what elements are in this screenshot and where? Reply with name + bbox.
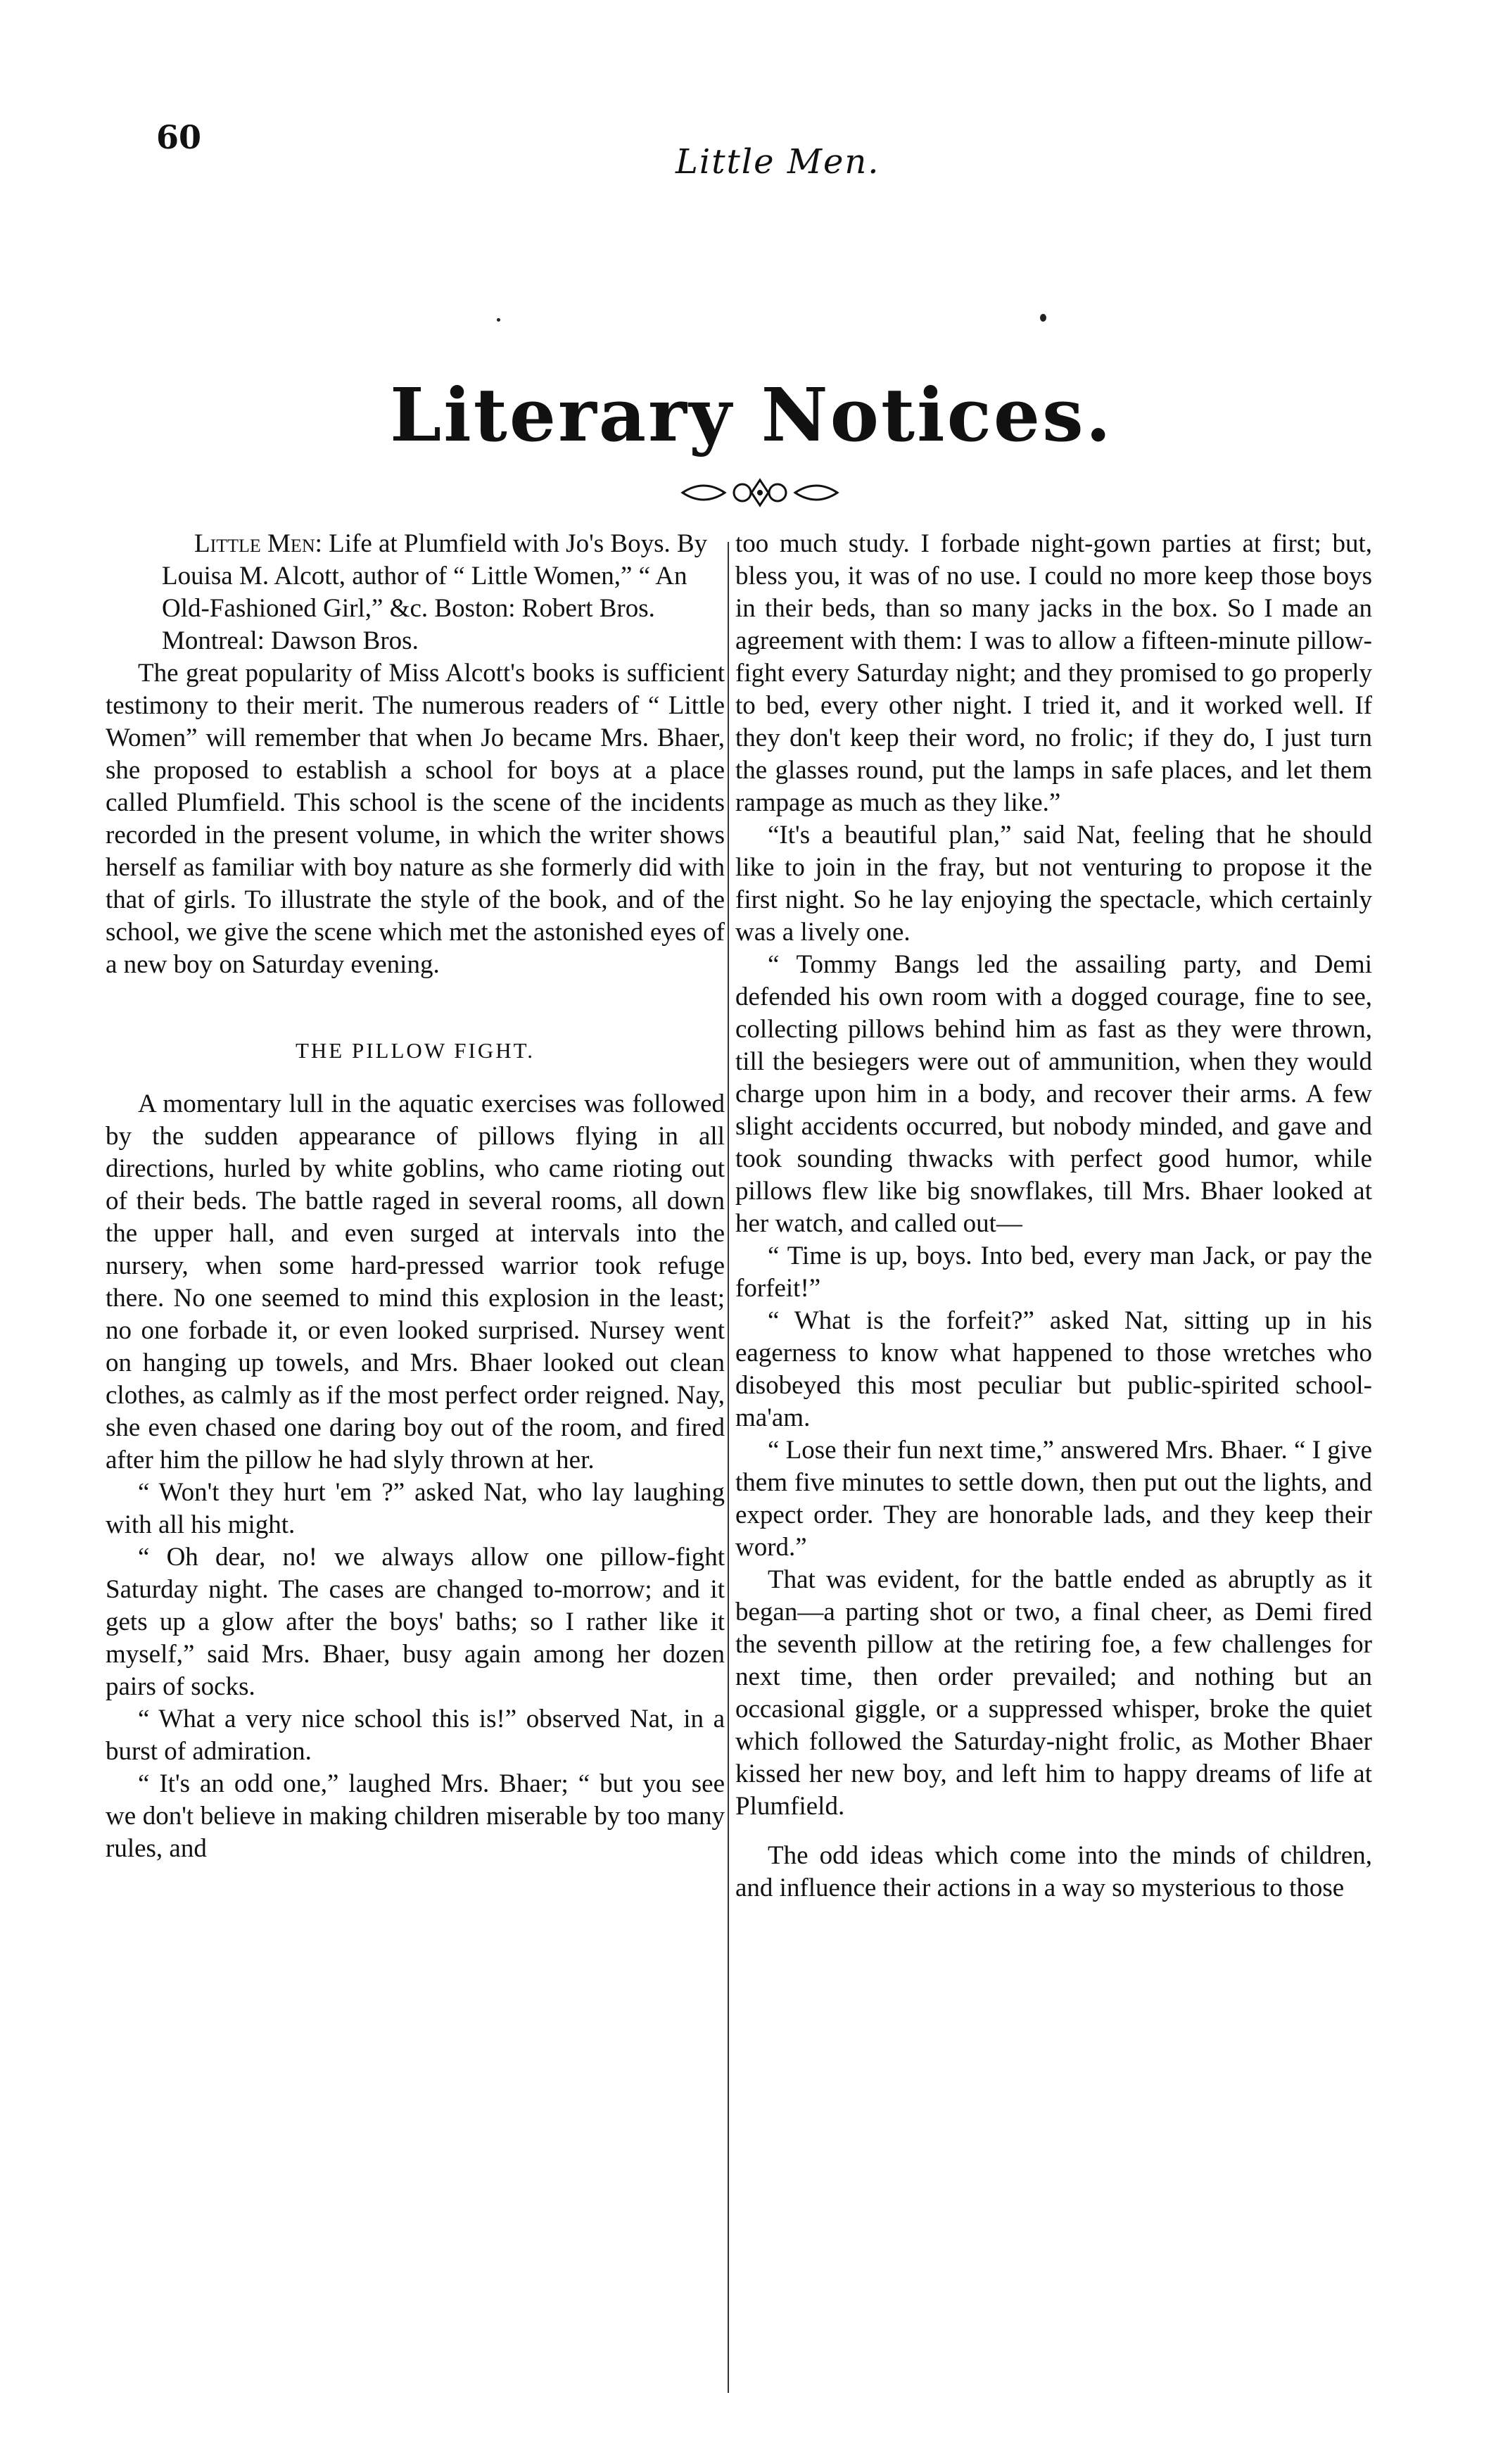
paragraph: “ Won't they hurt 'em ?” asked Nat, who lay laughing with all his might. bbox=[106, 1478, 725, 1539]
subheading: THE PILLOW FIGHT. bbox=[295, 1038, 535, 1063]
section-title: Literary Notices. bbox=[390, 372, 1113, 458]
paragraph: “ What a very nice school this is!” observed Nat, in a burst of admiration. bbox=[106, 1705, 725, 1766]
closing-paragraph: The odd ideas which come into the minds of children, and influence their actions in a way so mysterious to those bbox=[735, 1841, 1372, 1902]
column-divider bbox=[728, 542, 729, 2393]
paragraph: “ What is the forfeit?” asked Nat, sitting up in his eagerness to know what happened to those wretches who disobeyed this most peculiar but public-spirited school-ma'am. bbox=[735, 1306, 1372, 1432]
paragraph: “ Time is up, boys. Into bed, every man Jack, or pay the forfeit!” bbox=[735, 1242, 1372, 1303]
paragraph: too much study. I forbade night-gown parties at first; but, bless you, it was of no use. I could no more keep those boys in their beds, than so many jacks in the box. So I made an agreement with them: I was to allow a fifteen-minute pillow-fight every Saturday night; and they promised to go properly to bed, every other night. I tried it, and it worked well. If they don't keep their word, no frolic; if they do, I just turn the glasses round, put the lamps in safe places, and let them rampage as much as they like.” bbox=[735, 529, 1372, 817]
paragraph: That was evident, for the battle ended as abruptly as it began—a parting shot or two, a final cheer, as Demi fired the seventh pillow at the retiring foe, a few challenges for next time, then order prevailed; and nothing but an occasional giggle, or a suppressed whisper, broke the quiet which followed the Saturday-night frolic, as Mother Bhaer kissed her new boy, and left him to happy dreams of life at Plumfield. bbox=[735, 1565, 1372, 1821]
page-number: 60 bbox=[156, 118, 202, 156]
paragraph: “ Tommy Bangs led the assailing party, and Demi defended his own room with a dogged courage, fine to see, collecting pillows behind him as fast as they were thrown, till the besiegers were out of ammunition, when they would charge upon him in a body, and recover their arms. A few slight accidents occurred, but nobody minded, and gave and took sounding thwacks with perfect good humor, while pillows flew like big snowflakes, till Mrs. Bhaer looked at her watch, and called out— bbox=[735, 950, 1372, 1238]
review-citation bbox=[106, 528, 725, 657]
running-title: Little Men. bbox=[676, 142, 880, 182]
citation-text: : Life at Plumfield with Jo's Boys. By Louisa M. Alcott, author of “ Little Women,” “ An Old-Fashioned Girl,” &c. Boston: Robert Bros. Montreal: Dawson Bros. bbox=[162, 529, 708, 655]
book-title: Little Men bbox=[194, 529, 315, 558]
paragraph: “ It's an odd one,” laughed Mrs. Bhaer; “ but you see we don't believe in making children miserable by too many rules, and bbox=[106, 1769, 725, 1863]
print-speck bbox=[497, 318, 500, 322]
print-speck bbox=[1040, 314, 1046, 322]
paragraph: A momentary lull in the aquatic exercises was followed by the sudden appearance of pillows flying in all directions, hurled by white goblins, who came rioting out of their beds. The battle raged in several rooms, all down the upper hall, and even surged at intervals into the nursery, when some hard-pressed warrior took refuge there. No one seemed to mind this explosion in the least; no one forbade it, or even looked surprised. Nursey went on hanging up towels, and Mrs. Bhaer looked out clean clothes, as calmly as if the most perfect order reigned. Nay, she even chased one daring boy out of the room, and fired after him the pillow he had slyly thrown at her. bbox=[106, 1089, 725, 1474]
paragraph: “ Lose their fun next time,” answered Mrs. Bhaer. “ I give them five minutes to settle down, then put out the lights, and expect order. They are honorable lads, and they keep their word.” bbox=[735, 1436, 1372, 1562]
paragraph: “It's a beautiful plan,” said Nat, feeling that he should like to join in the fray, but not venturing to propose it the first night. So he lay enjoying the spectacle, which certainly was a lively one. bbox=[735, 821, 1372, 947]
fleuron-ornament-icon bbox=[676, 472, 844, 514]
left-column bbox=[106, 528, 725, 1865]
right-column bbox=[735, 528, 1372, 1904]
intro-paragraph: The great popularity of Miss Alcott's books is sufficient testimony to their merit. The numerous readers of “ Little Women” will remember that when Jo became Mrs. Bhaer, she proposed to establish a school for boys at a place called Plumfield. This school is the scene of the incidents recorded in the present volume, in which the writer shows herself as familiar with boy nature as she formerly did with that of girls. To illustrate the style of the book, and of the school, we give the scene which met the astonished eyes of a new boy on Saturday evening. bbox=[106, 659, 725, 979]
paragraph: “ Oh dear, no! we always allow one pillow-fight Saturday night. The cases are changed to-morrow; and it gets up a glow after the boys' baths; so I rather like it myself,” said Mrs. Bhaer, busy again among her dozen pairs of socks. bbox=[106, 1543, 725, 1701]
